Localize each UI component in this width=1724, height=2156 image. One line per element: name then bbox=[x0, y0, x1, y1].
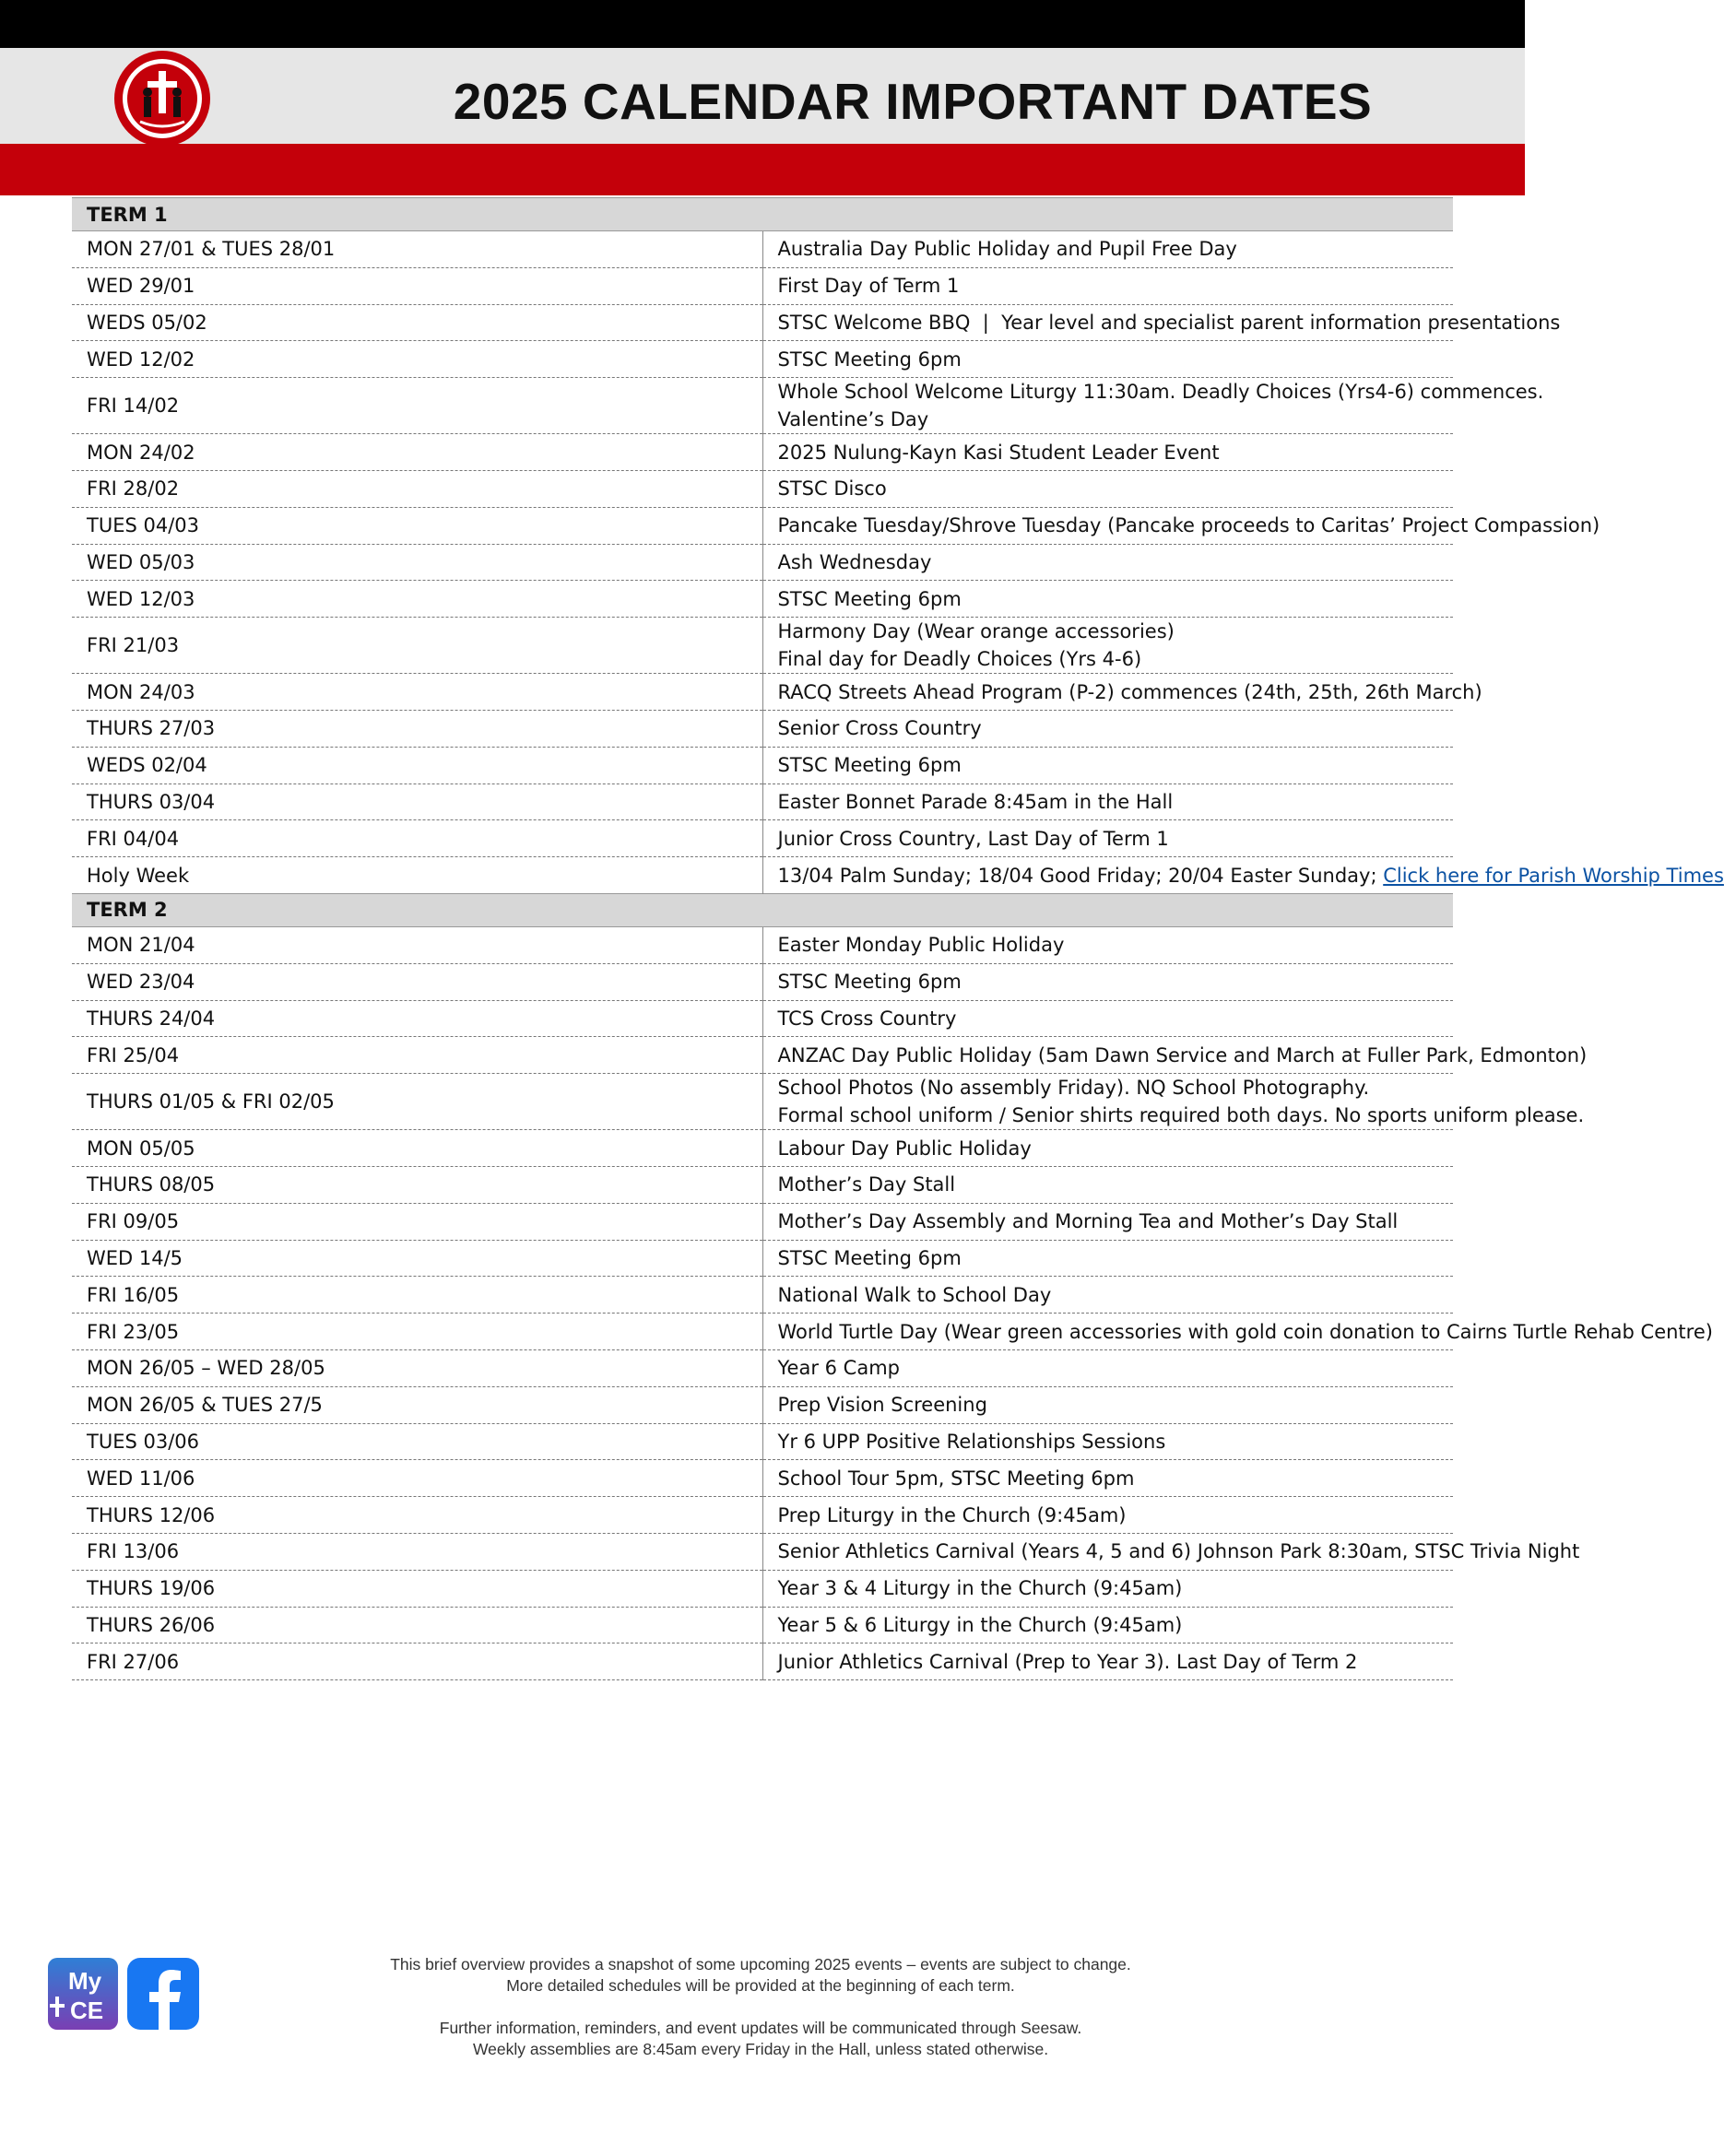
date-cell: FRI 28/02 bbox=[72, 470, 762, 507]
event-cell: First Day of Term 1 bbox=[762, 267, 1453, 304]
table-row bbox=[72, 618, 1453, 674]
date-cell: FRI 27/06 bbox=[72, 1644, 762, 1680]
table-row bbox=[72, 507, 1453, 544]
event-cell: Senior Athletics Carnival (Years 4, 5 and 6) Johnson Park 8:30am, STSC Trivia Night bbox=[762, 1533, 1453, 1570]
event-cell: STSC Meeting 6pm bbox=[762, 963, 1453, 1000]
date-cell: THURS 19/06 bbox=[72, 1570, 762, 1607]
date-cell: THURS 08/05 bbox=[72, 1166, 762, 1203]
event-line-1: Whole School Welcome Liturgy 11:30am. Deadly Choices (Yrs4-6) commences. bbox=[777, 381, 1544, 404]
date-cell: WEDS 05/02 bbox=[72, 304, 762, 341]
table-row bbox=[72, 231, 1453, 268]
event-cell: ANZAC Day Public Holiday (5am Dawn Service and March at Fuller Park, Edmonton) bbox=[762, 1037, 1453, 1074]
date-cell: FRI 25/04 bbox=[72, 1037, 762, 1074]
event-cell: World Turtle Day (Wear green accessories with gold coin donation to Cairns Turtle Rehab Centre) bbox=[762, 1314, 1453, 1350]
table-row bbox=[72, 1607, 1453, 1644]
event-text: 13/04 Palm Sunday; 18/04 Good Friday; 20/04 Easter Sunday; bbox=[777, 864, 1384, 887]
table-row bbox=[72, 304, 1453, 341]
term-heading-row bbox=[72, 893, 1453, 926]
parish-worship-times-link[interactable]: Click here for Parish Worship Times bbox=[1383, 864, 1724, 887]
event-cell: STSC Welcome BBQ | Year level and specialist parent information presentations bbox=[762, 304, 1453, 341]
event-cell: 2025 Nulung-Kayn Kasi Student Leader Event bbox=[762, 434, 1453, 471]
event-cell: Pancake Tuesday/Shrove Tuesday (Pancake proceeds to Caritas’ Project Compassion) bbox=[762, 507, 1453, 544]
event-cell: Year 5 & 6 Liturgy in the Church (9:45am) bbox=[762, 1607, 1453, 1644]
event-cell bbox=[762, 378, 1544, 434]
event-cell: Ash Wednesday bbox=[762, 544, 1453, 581]
date-cell: WED 05/03 bbox=[72, 544, 762, 581]
school-logo bbox=[103, 48, 221, 149]
calendar-table bbox=[72, 197, 1724, 1680]
table-row bbox=[72, 1644, 1453, 1680]
header-red-band bbox=[0, 144, 1525, 195]
table-row bbox=[72, 783, 1453, 820]
table-row bbox=[72, 470, 1453, 507]
date-cell: WED 14/5 bbox=[72, 1240, 762, 1277]
date-cell: MON 21/04 bbox=[72, 926, 762, 963]
date-cell: WEDS 02/04 bbox=[72, 747, 762, 783]
date-cell: THURS 26/06 bbox=[72, 1607, 762, 1644]
social-icons bbox=[48, 1958, 199, 2030]
table-row bbox=[72, 1533, 1453, 1570]
table-row bbox=[72, 963, 1453, 1000]
date-cell: FRI 09/05 bbox=[72, 1203, 762, 1240]
event-cell: Australia Day Public Holiday and Pupil Free Day bbox=[762, 231, 1453, 268]
date-cell: WED 11/06 bbox=[72, 1460, 762, 1497]
event-cell bbox=[762, 1074, 1585, 1130]
date-cell: TUES 04/03 bbox=[72, 507, 762, 544]
footer-notes bbox=[277, 1954, 1245, 2060]
event-cell: Year 6 Camp bbox=[762, 1349, 1453, 1386]
date-cell: MON 26/05 – WED 28/05 bbox=[72, 1349, 762, 1386]
date-cell: MON 05/05 bbox=[72, 1130, 762, 1167]
event-cell: RACQ Streets Ahead Program (P-2) commences (24th, 25th, 26th March) bbox=[762, 674, 1453, 711]
event-cell: Year 3 & 4 Liturgy in the Church (9:45am) bbox=[762, 1570, 1453, 1607]
term-heading: TERM 1 bbox=[72, 198, 1453, 231]
event-cell: STSC Disco bbox=[762, 470, 1453, 507]
event-cell: TCS Cross Country bbox=[762, 1000, 1453, 1037]
table-row bbox=[72, 820, 1453, 857]
date-cell: WED 12/03 bbox=[72, 581, 762, 618]
date-cell: FRI 21/03 bbox=[72, 618, 762, 674]
event-cell: STSC Meeting 6pm bbox=[762, 581, 1453, 618]
date-cell: MON 26/05 & TUES 27/5 bbox=[72, 1386, 762, 1423]
table-row bbox=[72, 1460, 1453, 1497]
date-cell: TUES 03/06 bbox=[72, 1423, 762, 1460]
facebook-icon[interactable] bbox=[127, 1958, 199, 2030]
table-row bbox=[72, 1314, 1453, 1350]
event-cell: Prep Vision Screening bbox=[762, 1386, 1453, 1423]
event-cell: Easter Monday Public Holiday bbox=[762, 926, 1453, 963]
event-cell: Yr 6 UPP Positive Relationships Sessions bbox=[762, 1423, 1453, 1460]
date-cell: THURS 24/04 bbox=[72, 1000, 762, 1037]
table-row bbox=[72, 341, 1453, 378]
table-row bbox=[72, 1386, 1453, 1423]
event-cell: Easter Bonnet Parade 8:45am in the Hall bbox=[762, 783, 1453, 820]
event-cell: Junior Cross Country, Last Day of Term 1 bbox=[762, 820, 1453, 857]
table-row bbox=[72, 378, 1453, 434]
date-cell: FRI 04/04 bbox=[72, 820, 762, 857]
table-row bbox=[72, 747, 1453, 783]
top-black-bar bbox=[0, 0, 1525, 48]
table-row bbox=[72, 544, 1453, 581]
footer-line: More detailed schedules will be provided at the beginning of each term. bbox=[506, 1976, 1015, 1995]
table-row bbox=[72, 1203, 1453, 1240]
myce-icon[interactable] bbox=[48, 1958, 118, 2030]
page-title: 2025 CALENDAR IMPORTANT DATES bbox=[453, 73, 1373, 130]
date-cell: Holy Week bbox=[72, 857, 762, 894]
event-cell: Labour Day Public Holiday bbox=[762, 1130, 1453, 1167]
event-line-1: School Photos (No assembly Friday). NQ School Photography. bbox=[777, 1077, 1370, 1100]
table-row bbox=[72, 674, 1453, 711]
date-cell: WED 29/01 bbox=[72, 267, 762, 304]
event-cell: National Walk to School Day bbox=[762, 1277, 1453, 1314]
table-row bbox=[72, 857, 1453, 894]
table-row bbox=[72, 1037, 1453, 1074]
table-row bbox=[72, 1277, 1453, 1314]
table-row bbox=[72, 434, 1453, 471]
date-cell: MON 27/01 & TUES 28/01 bbox=[72, 231, 762, 268]
event-cell: STSC Meeting 6pm bbox=[762, 341, 1453, 378]
event-cell: School Tour 5pm, STSC Meeting 6pm bbox=[762, 1460, 1453, 1497]
date-cell: MON 24/03 bbox=[72, 674, 762, 711]
table-row bbox=[72, 1000, 1453, 1037]
date-cell: FRI 16/05 bbox=[72, 1277, 762, 1314]
table-row bbox=[72, 710, 1453, 747]
event-line-2: Valentine’s Day bbox=[777, 408, 929, 431]
date-cell: FRI 23/05 bbox=[72, 1314, 762, 1350]
date-cell: THURS 12/06 bbox=[72, 1497, 762, 1534]
table-row bbox=[72, 581, 1453, 618]
svg-text:My: My bbox=[67, 1967, 102, 1995]
date-cell: THURS 03/04 bbox=[72, 783, 762, 820]
table-row bbox=[72, 267, 1453, 304]
event-cell bbox=[762, 618, 1453, 674]
event-cell: STSC Meeting 6pm bbox=[762, 747, 1453, 783]
event-line-1: Harmony Day (Wear orange accessories) bbox=[777, 620, 1175, 643]
date-cell: MON 24/02 bbox=[72, 434, 762, 471]
date-cell: FRI 14/02 bbox=[72, 378, 762, 434]
term-heading: TERM 2 bbox=[72, 893, 1453, 926]
table-row bbox=[72, 1349, 1453, 1386]
term-heading-row bbox=[72, 198, 1453, 231]
table-row bbox=[72, 926, 1453, 963]
date-cell: WED 12/02 bbox=[72, 341, 762, 378]
table-row bbox=[72, 1570, 1453, 1607]
event-cell: Junior Athletics Carnival (Prep to Year 3). Last Day of Term 2 bbox=[762, 1644, 1453, 1680]
table-row bbox=[72, 1423, 1453, 1460]
table-row bbox=[72, 1240, 1453, 1277]
event-cell: Mother’s Day Assembly and Morning Tea and Mother’s Day Stall bbox=[762, 1203, 1453, 1240]
event-line-2: Final day for Deadly Choices (Yrs 4-6) bbox=[777, 648, 1142, 671]
date-cell: THURS 27/03 bbox=[72, 710, 762, 747]
footer-line: Further information, reminders, and event updates will be communicated through Seesaw. bbox=[439, 2019, 1082, 2037]
date-cell: THURS 01/05 & FRI 02/05 bbox=[72, 1074, 762, 1130]
event-cell: STSC Meeting 6pm bbox=[762, 1240, 1453, 1277]
date-cell: WED 23/04 bbox=[72, 963, 762, 1000]
table-row bbox=[72, 1166, 1453, 1203]
event-cell: Senior Cross Country bbox=[762, 710, 1453, 747]
footer-line: Weekly assemblies are 8:45am every Friday in the Hall, unless stated otherwise. bbox=[472, 2040, 1049, 2058]
event-line-2: Formal school uniform / Senior shirts required both days. No sports uniform please. bbox=[777, 1104, 1585, 1127]
footer-line: This brief overview provides a snapshot of some upcoming 2025 events – events are subject to change. bbox=[390, 1955, 1131, 1973]
event-cell bbox=[762, 857, 1724, 894]
event-cell: Prep Liturgy in the Church (9:45am) bbox=[762, 1497, 1453, 1534]
event-cell: Mother’s Day Stall bbox=[762, 1166, 1453, 1203]
date-cell: FRI 13/06 bbox=[72, 1533, 762, 1570]
table-row bbox=[72, 1130, 1453, 1167]
table-row bbox=[72, 1074, 1453, 1130]
svg-text:CE: CE bbox=[69, 1997, 104, 2024]
table-row bbox=[72, 1497, 1453, 1534]
